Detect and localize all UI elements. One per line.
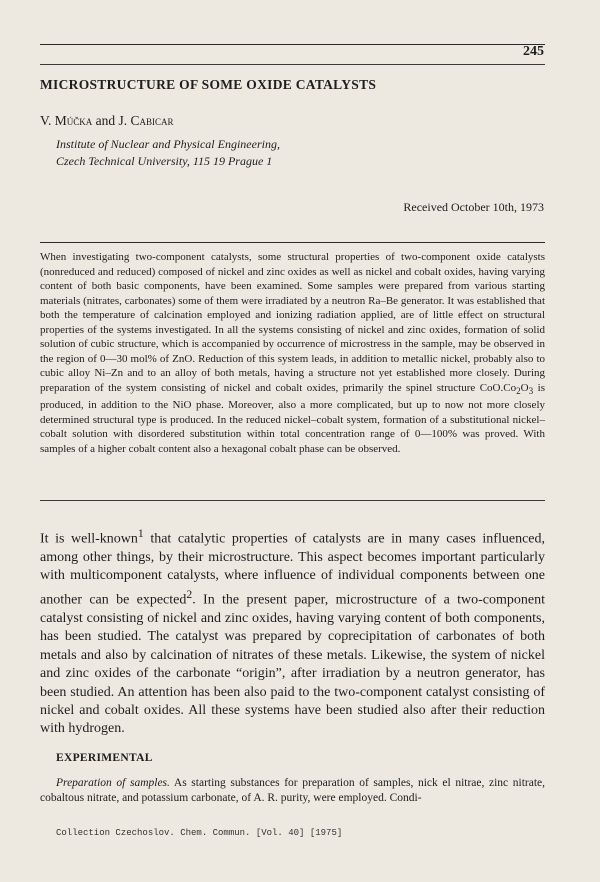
top-rule bbox=[40, 44, 545, 45]
authors bbox=[40, 113, 174, 129]
affiliation-line-2: Czech Technical University, 115 19 Prague 1 bbox=[56, 154, 273, 168]
abstract-part-1: When investigating two-component catalysts, some structural properties of two-component oxide catalysts (nonreduced and reduced) composed of nickel and zinc oxides as well as nickel and cobalt oxides, having varying content of both basic components, have been examined. Some samples were prepared from various starting materials (nitrates, carbonates) some of them were irradiated by a neutron Ra–Be generator. It was established that both the temperature of calcination employed and ionizing radiation applied, are of little effect on structural properties of the systems investigated. In all the systems consisting of nickel and zinc oxides, formation of solid solution of cubic structure, which is accompanied by occurrence of microstress in the sample, may be observed in the region of 0—30 mol% of ZnO. Reduction of this system leads, in addition to metallic nickel, probably also to cubic alloy Ni–Zn and to an alloy of both metals, having a structure not yet established more closely. During preparation of the system consisting of nickel and cobalt oxides, primarily the spinel structure CoO.Co bbox=[40, 251, 545, 394]
intro-text-1: It is well-known bbox=[40, 531, 138, 547]
abstract-sub-1: 2 bbox=[516, 385, 521, 396]
author2-surname: Cabicar bbox=[130, 113, 174, 128]
abstract-bottom-rule bbox=[40, 500, 545, 501]
abstract-mid: O bbox=[520, 381, 529, 394]
authors-prefix: V. bbox=[40, 113, 55, 128]
preparation-text: As starting substances for preparation of samples, nick el nitrae, zinc nitrate, cobaltous nitrate, and potassium carbonate, of A. R. purity, were employed. Condi- bbox=[40, 777, 546, 804]
affiliation-line-1: Institute of Nuclear and Physical Engineering, bbox=[56, 137, 280, 151]
journal-citation-footer: Collection Czechoslov. Chem. Commun. [Vol. 40] [1975] bbox=[56, 828, 343, 838]
section-heading-experimental: EXPERIMENTAL bbox=[56, 752, 153, 764]
received-date: Received October 10th, 1973 bbox=[403, 200, 544, 214]
preparation-lead: Preparation of samples. bbox=[56, 777, 170, 789]
introduction-paragraph bbox=[40, 525, 545, 739]
abstract bbox=[40, 250, 545, 456]
abstract-sub-2: 3 bbox=[528, 385, 534, 396]
abstract-part-2: is produced, in addition to the NiO phase. Moreover, also a more complicated, but up to now not more closely determined structural type is produced. In the reduced nickel–cobalt system, formation of a substitutional nickel–cobalt solution with disordered substitution within total concentration range of 0—100% was proved. With samples of a higher cobalt content also a hexagonal cobalt phase can be observed. bbox=[40, 381, 546, 455]
abstract-top-rule bbox=[40, 242, 545, 243]
page-number: 245 bbox=[523, 44, 544, 59]
article-title: MICROSTRUCTURE OF SOME OXIDE CATALYSTS bbox=[40, 77, 377, 92]
affiliation bbox=[56, 136, 280, 170]
intro-text-2: that catalytic properties of catalysts are in many cases influenced, among other things, by their microstructure. This aspect becomes important particularly with multicomponent catalysts, where influence of individual components between one another can be expected bbox=[40, 531, 545, 608]
citation-2: 2 bbox=[186, 587, 193, 601]
preparation-paragraph bbox=[40, 776, 545, 806]
author1-surname: Múčka bbox=[54, 113, 93, 128]
authors-and: and J. bbox=[92, 113, 131, 128]
citation-1: 1 bbox=[137, 527, 144, 540]
header-rule bbox=[40, 64, 545, 65]
intro-text-3: . In the present paper, microstructure of a two-component catalyst consisting of nickel and zinc oxides, having varying content of both components, has been studied. The catalyst was prepared by coprecipitation of carbonates of both metals and also by calcination of nitrates of these metals. Likewise, the system of nickel and zinc oxides of the carbonate “origin”, after irradiation by a neutron generator, has been studied. An attention has been also paid to the two-component catalyst consisting of nickel and cobalt oxides. All these systems have been studied also after their reduction with hydrogen. bbox=[40, 592, 545, 737]
